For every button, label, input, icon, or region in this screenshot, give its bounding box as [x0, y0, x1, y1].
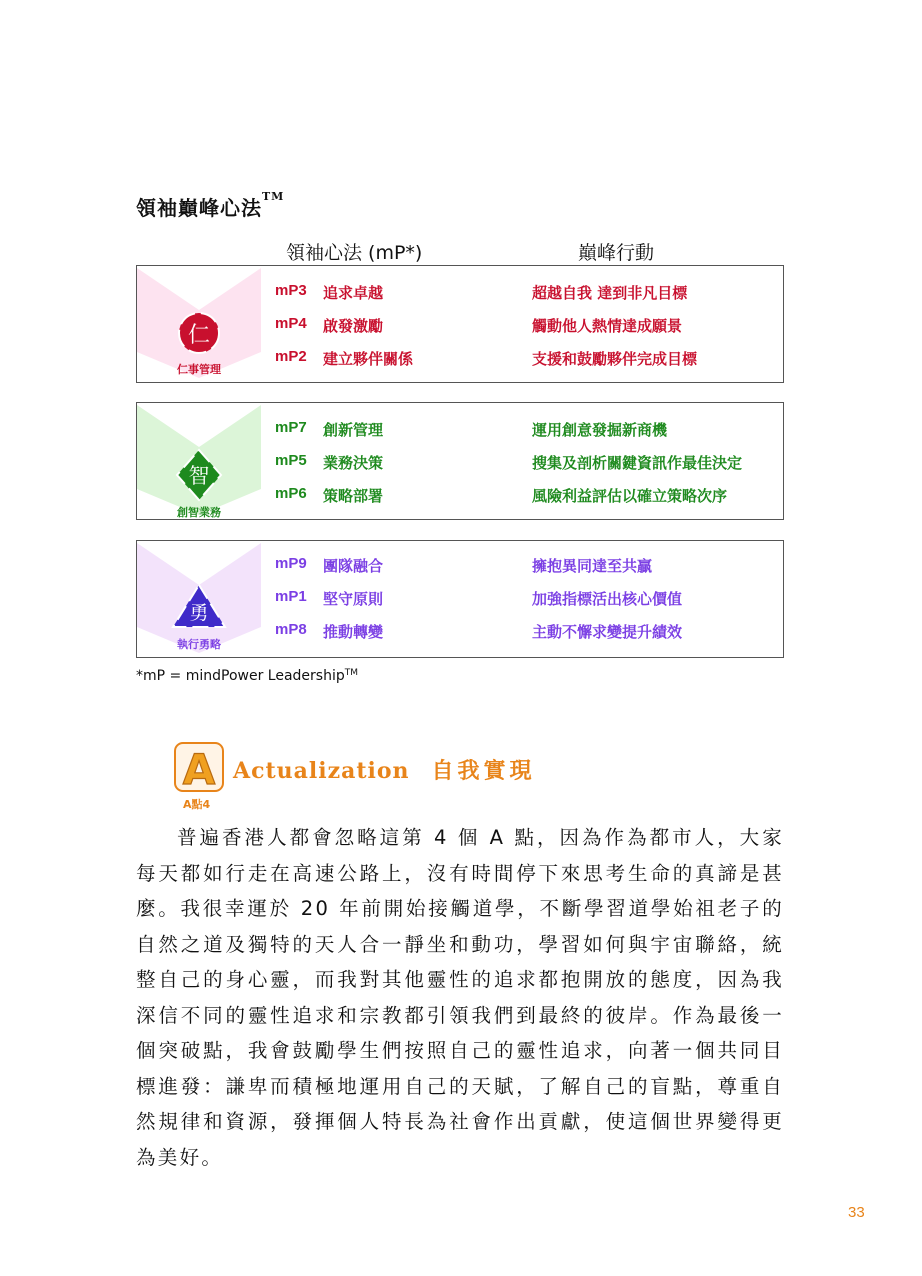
list-item: [275, 588, 775, 621]
peak-action: 支援和鼓勵夥伴完成目標: [532, 350, 698, 368]
a-point-caption: A點4: [183, 798, 211, 811]
trademark-mark: TM: [344, 668, 358, 678]
section-title-en: Actualization: [233, 758, 410, 784]
group-box-yong: [136, 540, 784, 658]
footnote-text: *mP = mindPower Leadership: [136, 668, 345, 684]
mp-name: 團隊融合: [323, 557, 384, 575]
mp-code: mP8: [275, 621, 307, 638]
group-label-yong: 執行勇略: [177, 638, 221, 651]
section-title: [233, 754, 536, 785]
list-item: [275, 348, 775, 381]
group-box-ren: [136, 265, 784, 383]
green-chevron-icon: [137, 403, 267, 519]
mp-code: mP5: [275, 452, 307, 469]
yong-char: 勇: [189, 602, 209, 624]
peak-action: 超越自我 達到非凡目標: [532, 284, 688, 302]
page-title-text: 領袖巔峰心法: [136, 196, 262, 220]
list-item: [275, 452, 775, 485]
group-label-ren: 仁事管理: [177, 363, 221, 376]
mp-name: 建立夥伴關係: [323, 350, 414, 368]
column-header-actions: 巔峰行動: [578, 242, 655, 264]
footnote: [136, 668, 358, 684]
peak-action: 主動不懈求變提升績效: [532, 623, 683, 641]
badge-letter: A: [182, 745, 216, 792]
mp-name: 追求卓越: [323, 284, 384, 302]
mp-name: 業務決策: [323, 454, 384, 472]
mp-name: 堅守原則: [323, 590, 384, 608]
list-item: [275, 282, 775, 315]
zhi-emblem: [137, 403, 267, 519]
peak-action: 風險利益評估以確立策略次序: [532, 487, 728, 505]
mp-code: mP9: [275, 555, 307, 572]
peak-action: 運用創意發掘新商機: [532, 421, 668, 439]
zhi-char: 智: [188, 464, 210, 488]
body-paragraph: 普遍香港人都會忽略這第 4 個 A 點，因為作為都市人，大家每天都如行走在高速公路上，沒有時間停下來思考生命的真諦是甚麼。我很幸運於 20 年前開始接觸道學，不斷學習道學始祖老子的自然之道及獨特的天人合一靜坐和動功，學習如何與宇宙聯絡，統整自己的身心靈，而我對其他靈性的追求都抱開放的態度，因為我深信不同的靈性追求和宗教都引領我們到最終的彼岸。作為最後一個突破點，我會鼓勵學生們按照自己的靈性追求，向著一個共同目標進發：謙卑而積極地運用自己的天賦，了解自己的盲點，尊重自然規律和資源，發揮個人特長為社會作出貢獻，使這個世界變得更為美好。: [136, 826, 784, 1169]
mp-name: 啟發激勵: [323, 317, 384, 335]
list-item: [275, 485, 775, 518]
mp-code: mP6: [275, 485, 307, 502]
peak-action: 搜集及剖析關鍵資訊作最佳決定: [532, 454, 743, 472]
list-item: [275, 621, 775, 654]
trademark-mark: TM: [262, 190, 285, 203]
list-item: [275, 315, 775, 348]
mp-name: 創新管理: [323, 421, 384, 439]
list-item: [275, 419, 775, 452]
peak-action: 觸動他人熱情達成願景: [532, 317, 683, 335]
mp-name: 策略部署: [323, 487, 384, 505]
group-label-zhi: 創智業務: [177, 506, 221, 519]
mp-code: mP4: [275, 315, 307, 332]
mp-name: 推動轉變: [323, 623, 384, 641]
ren-char: 仁: [187, 323, 211, 348]
page-number: 33: [848, 1204, 865, 1221]
page-title: [136, 192, 284, 221]
peak-action: 加強指標活出核心價值: [532, 590, 683, 608]
group-box-zhi: [136, 402, 784, 520]
a-point-badge-icon: [174, 742, 224, 792]
mp-code: mP1: [275, 588, 307, 605]
list-item: [275, 555, 775, 588]
section-title-cn: 自我實現: [431, 758, 536, 784]
peak-action: 擁抱異同達至共贏: [532, 557, 653, 575]
ren-emblem: [137, 266, 267, 382]
mp-code: mP3: [275, 282, 307, 299]
column-header-mindpower: 領袖心法 (mP*): [286, 242, 423, 264]
mp-code: mP2: [275, 348, 307, 365]
mp-code: mP7: [275, 419, 307, 436]
yong-emblem: [137, 541, 267, 657]
